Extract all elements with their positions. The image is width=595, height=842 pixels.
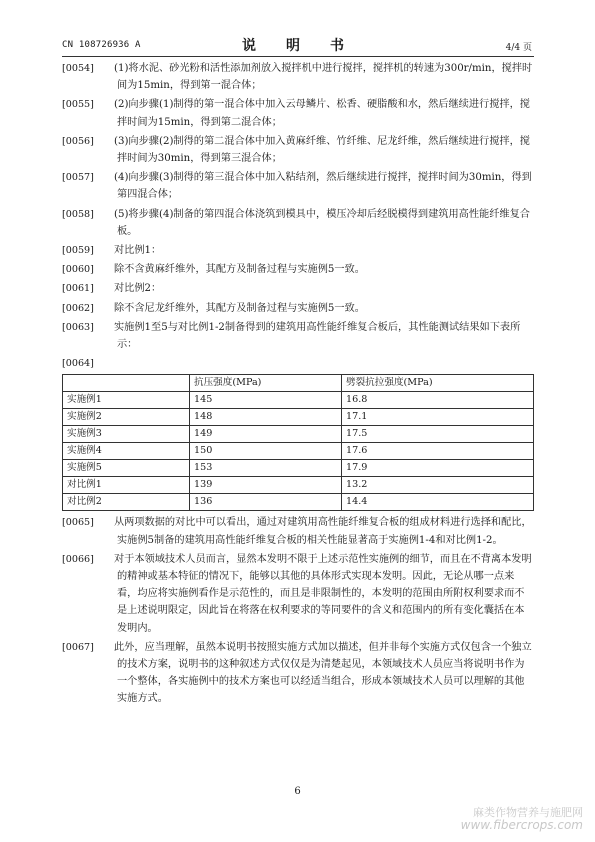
table-cell: 139	[190, 477, 342, 494]
paragraph	[62, 551, 534, 637]
table-row	[63, 494, 534, 511]
paragraph	[62, 300, 534, 317]
paragraph	[62, 96, 534, 130]
table-cell: 16.8	[342, 392, 534, 409]
table-cell: 136	[190, 494, 342, 511]
paragraph-number: [0060]	[62, 264, 94, 276]
paragraph	[62, 280, 534, 297]
table-cell: 13.2	[342, 477, 534, 494]
paragraph-text: (2)向步骤(1)制得的第一混合体中加入云母鳞片、松香、硬脂酸和水，然后继续进行搅拌，搅拌时间为15min，得到第二混合体；	[114, 99, 530, 128]
paragraph	[62, 639, 534, 708]
paragraph-number: [0054]	[62, 63, 94, 74]
paragraph	[62, 169, 534, 203]
paragraph-text: 对比例2：	[114, 283, 162, 295]
paragraph-text: 此外，应当理解，虽然本说明书按照实施方式加以描述，但并非每个实施方式仅包含一个独立的技术方案，说明书的这种叙述方式仅仅是为清楚起见，本领域技术人员应当将说明书作为一个整体，各实施例中的技术方案也可以经适当组合，形成本领域技术人员可以理解的其他实施方式。	[114, 641, 532, 705]
paragraph-group-before-table	[62, 60, 534, 372]
watermark-url: www.fibercrops.com	[460, 818, 583, 832]
paragraph-number: [0058]	[62, 208, 94, 220]
table-row	[63, 409, 534, 426]
document-title: 说 明 书	[242, 38, 352, 54]
paragraph-number: [0062]	[62, 302, 94, 314]
table-cell: 实施例2	[63, 409, 190, 426]
publication-number: CN 108726936 A	[62, 40, 141, 50]
header-rule	[62, 56, 534, 57]
table-cell: 17.5	[342, 426, 534, 443]
table-row	[63, 392, 534, 409]
paragraph-number: [0064]	[62, 358, 94, 370]
paragraph-number: [0065]	[62, 517, 94, 529]
paragraph-number: [0067]	[62, 641, 94, 653]
table-cell: 148	[190, 409, 342, 426]
paragraph-number: [0055]	[62, 99, 94, 111]
paragraph-text: 从两项数据的对比中可以看出，通过对建筑用高性能纤维复合板的组成材料进行选择和配比，实施例5制备的建筑用高性能纤维复合板的相关性能显著高于实施例1-4和对比例1-2。	[114, 517, 532, 546]
paragraph-text: 对于本领域技术人员而言，显然本发明不限于上述示范性实施例的细节，而且在不背离本发明的精神或基本特征的情况下，能够以其他的具体形式实现本发明。因此，无论从哪一点来看，均应将实施例看作是示范性的，而且是非限制性的，本发明的范围由所附权利要求而不是上述说明限定，因此旨在将落在权利要求的等同要件的含义和范围内的所有变化囊括在本发明内。	[114, 553, 532, 634]
watermark	[461, 806, 583, 832]
paragraph-number: [0056]	[62, 135, 94, 147]
paragraph-number: [0059]	[62, 245, 94, 257]
paragraph	[62, 355, 534, 372]
table-cell: 实施例4	[63, 443, 190, 460]
paragraph-text: 除不含尼龙纤维外，其配方及制备过程与实施例5一致。	[114, 302, 365, 314]
paragraph-text: 实施例1至5与对比例1-2制备得到的建筑用高性能纤维复合板后，其性能测试结果如下表所示：	[114, 321, 521, 351]
paragraph	[62, 60, 534, 94]
table-cell: 17.9	[342, 460, 534, 477]
paragraph	[62, 133, 534, 167]
paragraph-group-after-table	[62, 514, 534, 707]
table-cell: 14.4	[342, 494, 534, 511]
document-body	[62, 60, 534, 710]
table-row	[63, 426, 534, 443]
table-cell: 对比例1	[63, 477, 190, 494]
paragraph-text: (5)将步骤(4)制备的第四混合体浇筑到模具中，模压冷却后经脱模得到建筑用高性能纤维复合板。	[114, 208, 530, 237]
table-header-row	[63, 375, 534, 392]
table-cell: 145	[190, 392, 342, 409]
table-cell: 实施例1	[63, 392, 190, 409]
paragraph	[62, 514, 534, 548]
page-number: 6	[294, 786, 301, 797]
page-ratio: 4/4 页	[505, 43, 532, 53]
table-row	[63, 443, 534, 460]
paragraph-number: [0063]	[62, 321, 94, 333]
table-cell: 对比例2	[63, 494, 190, 511]
paragraph-text: (4)向步骤(3)制得的第三混合体中加入粘结剂，然后继续进行搅拌，搅拌时间为30min，得到第四混合体；	[114, 172, 532, 201]
page-header	[62, 34, 532, 54]
paragraph-text: 对比例1：	[114, 245, 162, 257]
table-cell: 实施例5	[63, 460, 190, 477]
table-cell: 153	[190, 460, 342, 477]
results-table	[62, 374, 534, 511]
table-cell: 劈裂抗拉强度(MPa)	[342, 375, 534, 392]
paragraph	[62, 206, 534, 240]
table-cell: 17.6	[342, 443, 534, 460]
paragraph	[62, 261, 534, 278]
paragraph-number: [0057]	[62, 172, 94, 184]
table-cell: 实施例3	[63, 426, 190, 443]
table-cell: 抗压强度(MPa)	[190, 375, 342, 392]
paragraph	[62, 242, 534, 259]
paragraph-number: [0066]	[62, 553, 94, 565]
table-cell: 150	[190, 443, 342, 460]
watermark-name: 麻类作物营养与施肥网	[473, 806, 583, 819]
paragraph-number: [0061]	[62, 283, 94, 295]
table-cell: 17.1	[342, 409, 534, 426]
table-cell: 149	[190, 426, 342, 443]
paragraph-text: (3)向步骤(2)制得的第二混合体中加入黄麻纤维、竹纤维、尼龙纤维，然后继续进行搅拌，搅拌时间为30min，得到第三混合体；	[114, 135, 530, 165]
table-cell	[63, 375, 190, 392]
table-row	[63, 460, 534, 477]
paragraph	[62, 319, 534, 353]
table-row	[63, 477, 534, 494]
paragraph-text: (1)将水泥、砂光粉和活性添加剂放入搅拌机中进行搅拌，搅拌机的转速为300r/min，搅拌时间为15min，得到第一混合体；	[114, 63, 533, 92]
paragraph-text: 除不含黄麻纤维外，其配方及制备过程与实施例5一致。	[114, 264, 365, 276]
